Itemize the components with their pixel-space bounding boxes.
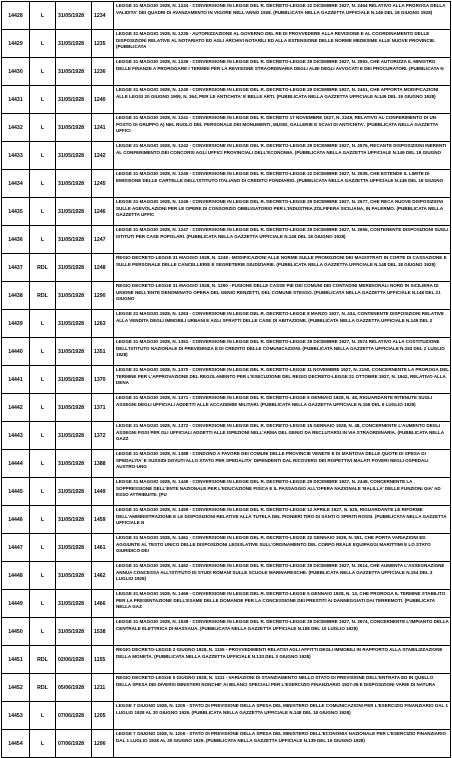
record-number-cell bbox=[2, 86, 30, 114]
record-number: 14445 bbox=[8, 488, 23, 495]
record-number: 14442 bbox=[8, 404, 23, 411]
act-number: 1246 bbox=[94, 208, 106, 215]
act-date-cell bbox=[56, 30, 92, 58]
act-type: L bbox=[40, 348, 45, 355]
record-number-cell bbox=[2, 674, 30, 702]
act-date: 31/05/1928 bbox=[58, 516, 84, 523]
act-description: LEGGE 31 MAGGIO 1928, N. 1263 - CONVERSIONE IN LEGGE DEL R. DECRETO-LEGGE 8 MARZO 1927, N. 434, CONTENENTE DISPOSIZIONI RELATIVE ALLA VENDITA DEGLI IMMOBILI URBANI E AGLI SFRATTI DELLE CASE DI ABITAZIONE. (PUBBLICATA NELLA GAZZETTA UFFICIALE N.149 DEL 2 bbox=[116, 311, 444, 323]
act-number: 1459 bbox=[94, 516, 106, 523]
act-type: RDL bbox=[37, 684, 48, 691]
act-type-cell bbox=[30, 562, 56, 590]
act-number: 1206 bbox=[94, 740, 106, 747]
table-row bbox=[2, 478, 451, 506]
act-date: 31/05/1928 bbox=[58, 572, 84, 579]
act-description: LEGGE 31 MAGGIO 1928, N. 1538 - CONVERSIONE IN LEGGE DEL R. DECRETO-LEGGE 29 DICEMBRE 1927, N. 2674, CONCERNENTE L'IMPIANTO DELLA CENTRALE ELETTRICA DI MASSAUA. (PUBBLICATA NELLA GAZZETTA UFFICIALE N.158 DEL 10 LUGLIO 1928) bbox=[116, 619, 449, 631]
act-description-cell bbox=[114, 422, 451, 450]
act-type: L bbox=[40, 208, 45, 215]
record-number-cell bbox=[2, 534, 30, 562]
record-number: 14434 bbox=[8, 180, 23, 187]
record-number-cell bbox=[2, 478, 30, 506]
act-description-cell bbox=[114, 450, 451, 478]
record-number-cell bbox=[2, 506, 30, 534]
act-type-cell bbox=[30, 142, 56, 170]
act-description: LEGGE 31 MAGGIO 1928, N. 1466 - CONVERSIONE IN LEGGE DEL R. DECRETO-LEGGE 5 GENNAIO 1928, N. 13, CHE PROROGA IL TERMINE STABILITO PER LA PRESENTAZIONE DELL'ESAME DELLE DOMANDE PER LA CONCESSIONE DEI PRESTITI AI DANNEGGIATI DAI TERREMOTI. (PUBBLICATA NELLA GAZ bbox=[116, 591, 446, 610]
act-number-cell bbox=[92, 394, 114, 422]
table-row bbox=[2, 2, 451, 30]
act-date: 31/05/1928 bbox=[58, 432, 84, 439]
act-type-cell bbox=[30, 30, 56, 58]
act-number: 1538 bbox=[94, 628, 106, 635]
act-number-cell bbox=[92, 674, 114, 702]
act-number-cell bbox=[92, 646, 114, 674]
act-number: 1449 bbox=[94, 488, 106, 495]
act-description-cell bbox=[114, 170, 451, 198]
act-number: 1247 bbox=[94, 236, 106, 243]
act-type: L bbox=[40, 68, 45, 75]
act-type-cell bbox=[30, 282, 56, 310]
act-type-cell bbox=[30, 198, 56, 226]
act-number-cell bbox=[92, 590, 114, 618]
act-description-cell bbox=[114, 282, 451, 310]
act-type-cell bbox=[30, 590, 56, 618]
table-row bbox=[2, 562, 451, 590]
record-number: 14448 bbox=[8, 572, 23, 579]
record-number-cell bbox=[2, 590, 30, 618]
act-date-cell bbox=[56, 562, 92, 590]
act-type-cell bbox=[30, 114, 56, 142]
act-description: LEGGE 31 MAGGIO 1928, N. 1245 - CONVERSIONE IN LEGGE DEL R. DECRETO-LEGGE 22 DICEMBRE 1927, N. 2535, CHE ESTENDE IL LIMITE DI EMISSIONE DELLE CARTELLE DELL'ISTITUTO ITALIANO DI CREDITO FONDIARIO. (PUBBLICATA NELLA GAZZETTA UFFICIALE N.148 DEL 18 GIUGNO bbox=[116, 171, 444, 183]
table-row bbox=[2, 254, 451, 282]
table-row bbox=[2, 450, 451, 478]
record-number-cell bbox=[2, 366, 30, 394]
act-number-cell bbox=[92, 142, 114, 170]
act-type: L bbox=[40, 460, 45, 467]
record-number-cell bbox=[2, 394, 30, 422]
act-number: 1155 bbox=[94, 656, 106, 663]
act-type: L bbox=[40, 628, 45, 635]
act-number-cell bbox=[92, 562, 114, 590]
act-type-cell bbox=[30, 58, 56, 86]
act-number: 1245 bbox=[94, 180, 106, 187]
act-number-cell bbox=[92, 86, 114, 114]
act-type-cell bbox=[30, 618, 56, 646]
record-number: 14428 bbox=[8, 12, 23, 19]
act-date: 31/05/1928 bbox=[58, 320, 84, 327]
act-number: 1205 bbox=[94, 712, 106, 719]
record-number-cell bbox=[2, 450, 30, 478]
act-type-cell bbox=[30, 338, 56, 366]
act-type: L bbox=[40, 600, 45, 607]
act-number-cell bbox=[92, 30, 114, 58]
act-number: 1211 bbox=[94, 684, 106, 691]
act-type-cell bbox=[30, 366, 56, 394]
record-number-cell bbox=[2, 618, 30, 646]
act-number: 1240 bbox=[94, 96, 106, 103]
act-type-cell bbox=[30, 646, 56, 674]
act-date-cell bbox=[56, 478, 92, 506]
act-type-cell bbox=[30, 702, 56, 730]
act-description: LEGGE 31 MAGGIO 1928, N. 1247 - CONVERSIONE IN LEGGE DEL R. DECRETO-LEGGE 29 DICEMBRE 1927, N. 2655, CONTENENTE DISPOSIZIONI SUGLI ISTITUTI PER CASE POPOLARI. (PUBBLICATA NELLA GAZZETTA UFFICIALE N.148 DEL 18 GIUGNO 1928) bbox=[116, 227, 449, 239]
act-type-cell bbox=[30, 674, 56, 702]
act-description-cell bbox=[114, 562, 451, 590]
record-number-cell bbox=[2, 646, 30, 674]
table-row bbox=[2, 30, 451, 58]
record-number-cell bbox=[2, 254, 30, 282]
act-date-cell bbox=[56, 646, 92, 674]
act-number-cell bbox=[92, 114, 114, 142]
act-description-cell bbox=[114, 2, 451, 30]
act-type: L bbox=[40, 40, 45, 47]
act-date: 31/05/1928 bbox=[58, 544, 84, 551]
record-number-cell bbox=[2, 2, 30, 30]
act-date-cell bbox=[56, 198, 92, 226]
table-row bbox=[2, 58, 451, 86]
act-number: 1290 bbox=[94, 292, 106, 299]
act-description-cell bbox=[114, 506, 451, 534]
act-description: REGIO DECRETO-LEGGE 31 MAGGIO 1928, N. 1248 - MODIFICAZIONI ALLE NORME SULLE PROMOZIONI DEI MAGISTRATI IN CORTE DI CASSAZIONE E SULLE PERSONALE DELLE CANCELLERIE E SEGRETERIE GIUDIZIARIE. (PUBBLICATA NELLA GAZZETTA UFFICIALE N.148 DEL 18 GIUGNO 1928) bbox=[116, 255, 447, 267]
act-type: L bbox=[40, 152, 45, 159]
act-date-cell bbox=[56, 506, 92, 534]
act-date: 31/05/1928 bbox=[58, 152, 84, 159]
act-number-cell bbox=[92, 534, 114, 562]
act-number: 1388 bbox=[94, 460, 106, 467]
act-type: L bbox=[40, 96, 45, 103]
act-description: LEGGE 7 GIUGNO 1928, N. 1206 - STATO DI PREVISIONE DELLA SPESA DEL MINISTERO DELL'ECONOMIA NAZIONALE PER L'ESERCIZIO FINANZIARIO DAL 1 LUGLIO 1928 AL 30 GIUGNO 1929. (PUBBLICATA NELLA GAZZETTA UFFICIALE N.139 DEL 15 GIUGNO 1928) bbox=[116, 731, 447, 743]
act-description: LEGGE 31 MAGGIO 1928, N. 1236 - CONVERSIONE IN LEGGE DEL R. DECRETO-LEGGE 29 DICEMBRE 1927, N. 2593, CHE AUTORIZZA IL MINISTRO DELLE FINANZE A PROROGARE I TERMINI PER LA REVISIONE STRAORDINARIA DEGLI ALBI DEGLI AVVOCATI E DEI PROCURATORI. (PUBBLICATA N bbox=[116, 59, 444, 71]
table-row bbox=[2, 366, 451, 394]
act-number-cell bbox=[92, 422, 114, 450]
act-date: 31/05/1928 bbox=[58, 628, 84, 635]
act-description: LEGGE 31 MAGGIO 1928, N. 1235 - AUTORIZZAZIONE AL GOVERNO DEL RE DI PROVVEDERE ALLA REVISIONE E AL COORDINAMENTO DELLE DISPOSIZIONI RELATIVE AL NOTARIATO ED AGLI ARCHIVI NOTARILI ED ALLA ESTENSIONE DELLE NORME MEDESIME ALLE NUOVE PROVINCIE. (PUBBLICATA bbox=[116, 31, 436, 50]
act-description: LEGGE 31 MAGGIO 1928, N. 1462 - CONVERSIONE IN LEGGE DEL R. DECRETO-LEGGE 29 DICEMBRE 1927, N. 2614, CHE AUMENTA L'ASSEGNAZIONE ANNUA CONCESSA ALL'ISTITUTO DI STUDI ROMANI SULLE SCUOLE MARINARESCHE. (PUBBLICATA NELLA GAZZETTA UFFICIALE N.154 DEL 3 LUGLIO 1928) bbox=[116, 563, 445, 582]
act-date: 31/05/1928 bbox=[58, 376, 84, 383]
act-number: 1461 bbox=[94, 544, 106, 551]
act-number-cell bbox=[92, 506, 114, 534]
act-description: LEGGE 31 MAGGIO 1928, N. 1240 - CONVERSIONE IN LEGGE DEL R. DECRETO-LEGGE 29 DICEMBRE 1927, N. 2461, CHE APPORTA MODIFICAZIONI ALLE LEGGI 20 GIUGNO 1909, N. 364, PER LE ANTICHITA' E BELLE ARTI. (PUBBLICATA NELLA GAZZETTA UFFICIALE N.149 DEL 19 GIUGNO 1928) bbox=[116, 87, 439, 99]
act-description-cell bbox=[114, 534, 451, 562]
act-date-cell bbox=[56, 618, 92, 646]
act-description-cell bbox=[114, 226, 451, 254]
record-number: 14453 bbox=[8, 712, 23, 719]
act-description-cell bbox=[114, 30, 451, 58]
act-type-cell bbox=[30, 534, 56, 562]
act-number-cell bbox=[92, 450, 114, 478]
table-row bbox=[2, 730, 451, 758]
record-number: 14452 bbox=[8, 684, 23, 691]
laws-table-body bbox=[2, 2, 451, 758]
act-date-cell bbox=[56, 366, 92, 394]
record-number-cell bbox=[2, 170, 30, 198]
act-number: 1248 bbox=[94, 264, 106, 271]
act-description: LEGGE 31 MAGGIO 1928, N. 1241 - CONVERSIONE IN LEGGE DEL R. DECRETO 17 NOVEMBRE 1927, N. 2249, RELATIVO AL CONFERIMENTO DI UN POSTO DI GRUPPO A) NEL RUOLO DEL PERSONALE DEI MONUMENTI, MUSEI, GALLERIE E SCAVI DI ANTICHITA'. (PUBBLICATA NELLA GAZZETTA UFFICI bbox=[116, 115, 439, 134]
record-number: 14432 bbox=[8, 124, 23, 131]
act-description-cell bbox=[114, 86, 451, 114]
act-type-cell bbox=[30, 478, 56, 506]
act-description: LEGGE 31 MAGGIO 1928, N. 1371 - CONVERSIONE IN LEGGE DEL R. DECRETO-LEGGE 5 GENNAIO 1928, N. 48, RIGUARDANTE RITENUTE SUGLI ASSEGNI DEGLI UFFICIALI ADDETTI ALLE ACCADEMIE MILITARI. (PUBBLICATA NELLA GAZZETTA UFFICIALE N.159 DEL 6 LUGLIO 1928) bbox=[116, 395, 433, 407]
act-type: L bbox=[40, 236, 45, 243]
table-row bbox=[2, 114, 451, 142]
act-date-cell bbox=[56, 534, 92, 562]
act-type: L bbox=[40, 180, 45, 187]
act-description-cell bbox=[114, 590, 451, 618]
act-number-cell bbox=[92, 198, 114, 226]
act-date-cell bbox=[56, 114, 92, 142]
act-date: 31/05/1928 bbox=[58, 264, 84, 271]
record-number: 14433 bbox=[8, 152, 23, 159]
act-number-cell bbox=[92, 310, 114, 338]
act-type: L bbox=[40, 516, 45, 523]
act-number: 1242 bbox=[94, 152, 106, 159]
act-number-cell bbox=[92, 478, 114, 506]
table-row bbox=[2, 170, 451, 198]
act-description: LEGGE 31 MAGGIO 1928, N. 1242 - CONVERSIONE IN LEGGE DEL R. DECRETO-LEGGE 29 DICEMBRE 1927, N. 2575, RECANTE DISPOSIZIONI INERENTI AL CONFERIMENTO DEI CONCORSI AGLI UFFICI PROVINCIALI DELL'ECONOMIA. (PUBBLICATA NELLA GAZZETTA UFFICIALE N.149 DEL 19 GIUGNO bbox=[116, 143, 447, 155]
act-date-cell bbox=[56, 86, 92, 114]
act-type: L bbox=[40, 404, 45, 411]
record-number: 14429 bbox=[8, 40, 23, 47]
act-type: L bbox=[40, 432, 45, 439]
act-date: 31/05/1928 bbox=[58, 124, 84, 131]
record-number-cell bbox=[2, 730, 30, 758]
act-number: 1263 bbox=[94, 320, 106, 327]
act-type: L bbox=[40, 544, 45, 551]
table-row bbox=[2, 506, 451, 534]
act-description-cell bbox=[114, 618, 451, 646]
act-description-cell bbox=[114, 478, 451, 506]
record-number-cell bbox=[2, 338, 30, 366]
act-type-cell bbox=[30, 422, 56, 450]
act-description-cell bbox=[114, 254, 451, 282]
act-description-cell bbox=[114, 142, 451, 170]
table-row bbox=[2, 282, 451, 310]
record-number: 14444 bbox=[8, 460, 23, 467]
act-date-cell bbox=[56, 702, 92, 730]
act-date-cell bbox=[56, 2, 92, 30]
act-date-cell bbox=[56, 590, 92, 618]
act-date-cell bbox=[56, 254, 92, 282]
act-date: 31/05/1928 bbox=[58, 236, 84, 243]
act-type: L bbox=[40, 712, 45, 719]
act-date: 31/05/1928 bbox=[58, 12, 84, 19]
act-description-cell bbox=[114, 198, 451, 226]
act-number-cell bbox=[92, 170, 114, 198]
act-type-cell bbox=[30, 170, 56, 198]
record-number-cell bbox=[2, 310, 30, 338]
act-number: 1241 bbox=[94, 124, 106, 131]
act-description: REGIO DECRETO-LEGGE 31 MAGGIO 1928, N. 1290 - FUSIONE DELLE CASSE PIE DEI COMUNI DEI CONTADINI MERIDIONALI NORD IN SICILIERA DI UNIONE NELL'ENTE DENOMINATO OPERA DEL GENIO RENZETTI, DEL COMUNE STESSO. (PUBBLICATA NELLA GAZZETTA UFFICIALE N.148 DEL 21 GIUGNO bbox=[116, 283, 441, 302]
act-type-cell bbox=[30, 394, 56, 422]
act-date-cell bbox=[56, 170, 92, 198]
act-date: 02/06/1928 bbox=[58, 656, 84, 663]
act-date-cell bbox=[56, 338, 92, 366]
act-description: LEGGE 7 GIUGNO 1928, N. 1205 - STATO DI PREVISIONE DELLA SPESA DEL MINISTERO DELLE COMUNICAZIONI PER L'ESERCIZIO FINANZIARIO DAL 1 LUGLIO 1928 AL 30 GIUGNO 1929. (PUBBLICATA NELLA GAZZETTA UFFICIALE N.148 DEL 18 GIUGNO 1928) bbox=[116, 703, 449, 715]
act-date-cell bbox=[56, 58, 92, 86]
act-type: RDL bbox=[37, 292, 48, 299]
act-description-cell bbox=[114, 58, 451, 86]
act-date-cell bbox=[56, 310, 92, 338]
act-date: 07/06/1928 bbox=[58, 740, 84, 747]
act-type: L bbox=[40, 320, 45, 327]
act-date: 31/05/1928 bbox=[58, 40, 84, 47]
act-date: 31/05/1928 bbox=[58, 68, 84, 75]
act-number-cell bbox=[92, 254, 114, 282]
table-row bbox=[2, 142, 451, 170]
record-number: 14430 bbox=[8, 68, 23, 75]
table-row bbox=[2, 646, 451, 674]
act-date-cell bbox=[56, 394, 92, 422]
record-number: 14435 bbox=[8, 208, 23, 215]
act-number: 1462 bbox=[94, 572, 106, 579]
act-number: 1372 bbox=[94, 432, 106, 439]
laws-table bbox=[1, 1, 451, 758]
table-row bbox=[2, 86, 451, 114]
act-description-cell bbox=[114, 338, 451, 366]
table-row bbox=[2, 198, 451, 226]
act-number: 1370 bbox=[94, 376, 106, 383]
act-date: 31/05/1928 bbox=[58, 348, 84, 355]
record-number-cell bbox=[2, 30, 30, 58]
act-type: L bbox=[40, 740, 45, 747]
act-date: 07/06/1928 bbox=[58, 712, 84, 719]
act-type-cell bbox=[30, 2, 56, 30]
record-number-cell bbox=[2, 198, 30, 226]
act-description: LEGGE 31 MAGGIO 1928, N. 1372 - CONVERSIONE IN LEGGE DEL R. DECRETO-LEGGE 15 GENNAIO 1928, N. 48, CONCERNENTE L'AUMENTO DEGLI ASSEGNI FISSI PER GLI UFFICIALI ADDETTI ALLE ISPEZIONI NELL'ARMA DEL GENIO DA RECLUTARSI IN VIA STRAORDINARIA. (PUBBLICATA NELLA GAZZ bbox=[116, 423, 444, 442]
act-description: REGIO DECRETO-LEGGE 2 GIUGNO 1928, N. 1155 - PROVVEDIMENTI RELATIVI AGLI AFFITTI DEGLI IMMOBILI IN RAPPORTO ALLA STABILIZZAZIONE DELLA MONETA. (PUBBLICATA NELLA GAZZETTA UFFICIALE N.133 DEL 3 GIUGNO 1928) bbox=[116, 647, 443, 659]
record-number-cell bbox=[2, 114, 30, 142]
act-description: LEGGE 31 MAGGIO 1928, N. 1351 - CONVERSIONE IN LEGGE DEL R. DECRETO-LEGGE 29 DICEMBRE 1927, N. 2574 RELATIVO ALLA COSTITUZIONE DELL'ISTITUTO NAZIONALE DI PREVIDENZA E DI CREDITO DELLE COMUNICAZIONI. (PUBBLICATA NELLA GAZZETTA UFFICIALE N.153 DEL 2 LUGLIO 1928) bbox=[116, 339, 445, 358]
record-number-cell bbox=[2, 422, 30, 450]
act-date-cell bbox=[56, 674, 92, 702]
record-number-cell bbox=[2, 142, 30, 170]
act-description: LEGGE 31 MAGGIO 1928, N. 1246 - CONVERSIONE IN LEGGE DEL R. DECRETO-LEGGE 29 DICEMBRE 1927, N. 2677, CHE RECA NUOVE DISPOSIZIONI SULLE AGEVOLAZIONI PER LE OPERE DI CONSORZIO OBBLIGATORIO PER L'INDUSTRIA ZOLFIFERA SICILIANA, IN PALERMO. (PUBBLICATA NELLA GAZZETTA UFFIC bbox=[116, 199, 443, 218]
act-description: REGIO DECRETO-LEGGE 5 GIUGNO 1928, N. 1211 - VARIAZIONI DI STANZIAMENTO NELLO STATO DI PREVISIONE DELL'ENTRATA ED IN QUELLO DELLA SPESA DEI DIVERSI MINISTERI NONCHE' AI BILANCI SPECIALI PER L'ESERCIZIO FINANZIARIO 1927-28 E DISPOSIZIONI VARIE DI NATURA bbox=[116, 675, 436, 687]
act-number-cell bbox=[92, 730, 114, 758]
act-description: LEGGE 31 MAGGIO 1928, N. 1388 - CONDONO A FAVORE DEI COMUNI DELLE PROVINCIE VENETE E DI MANTOVA DELLE QUOTE DI SPESA DI SPEDALITA' E SUSSIDI DOVUTI ALLO STATO PER SPEDALITA' DIPENDENTI DAL RICOVERO DEI RISPETTIVI MALATI POVERI NEGLI OSPEDALI AUSTRO-UNG bbox=[116, 451, 429, 470]
record-number: 14454 bbox=[8, 740, 23, 747]
act-number-cell bbox=[92, 58, 114, 86]
act-date: 31/05/1928 bbox=[58, 208, 84, 215]
act-number: 1236 bbox=[94, 68, 106, 75]
record-number-cell bbox=[2, 702, 30, 730]
act-date: 31/05/1928 bbox=[58, 404, 84, 411]
record-number: 14437 bbox=[8, 264, 23, 271]
record-number: 14436 bbox=[8, 236, 23, 243]
act-date: 31/05/1928 bbox=[58, 96, 84, 103]
act-date: 31/05/1928 bbox=[58, 460, 84, 467]
record-number: 14440 bbox=[8, 348, 23, 355]
act-date: 31/05/1928 bbox=[58, 488, 84, 495]
record-number: 14438 bbox=[8, 292, 23, 299]
record-number: 14431 bbox=[8, 96, 23, 103]
act-type-cell bbox=[30, 506, 56, 534]
act-date: 31/05/1928 bbox=[58, 600, 84, 607]
act-type-cell bbox=[30, 86, 56, 114]
act-date-cell bbox=[56, 282, 92, 310]
act-date: 31/05/1928 bbox=[58, 180, 84, 187]
act-number-cell bbox=[92, 702, 114, 730]
act-number-cell bbox=[92, 366, 114, 394]
record-number: 14441 bbox=[8, 376, 23, 383]
act-number-cell bbox=[92, 226, 114, 254]
table-row bbox=[2, 534, 451, 562]
act-number: 1235 bbox=[94, 40, 106, 47]
act-description: LEGGE 31 MAGGIO 1928, N. 1234 - CONVERSIONE IN LEGGE DEL R. DECRETO-LEGGE 22 DICEMBRE 1927, N. 2464 RELATIVO ALLA PROROGA DELLA VALIDITA' DEI QUADRI DI AVANZAMENTO IN VIGORE NELL'ANNO 1928. (PUBBLICATA NELLA GAZZETTA UFFICIALE N.148 DEL 18 GIUGNO 1928) bbox=[116, 3, 446, 15]
act-date-cell bbox=[56, 422, 92, 450]
act-type: L bbox=[40, 12, 45, 19]
act-description: LEGGE 31 MAGGIO 1928, N. 1461 - CONVERSIONE IN LEGGE DEL R. DECRETO-LEGGE 22 GENNAIO 1928, N. 551, CHE PORTA VARIAZIONI ED AGGIUNTE AL TESTO UNICO DELLE DISPOSIZIONI LEGISLATIVE SULL'ORDINAMENTO DEL CORPO REALE EQUIPAGGI MARITTIMI E LO STATO GIURIDICO DEI bbox=[116, 535, 431, 554]
act-type: RDL bbox=[37, 656, 48, 663]
act-description-cell bbox=[114, 394, 451, 422]
act-type: L bbox=[40, 376, 45, 383]
act-number-cell bbox=[92, 2, 114, 30]
act-date-cell bbox=[56, 142, 92, 170]
table-row bbox=[2, 674, 451, 702]
act-description-cell bbox=[114, 366, 451, 394]
act-date-cell bbox=[56, 450, 92, 478]
act-type-cell bbox=[30, 450, 56, 478]
act-date-cell bbox=[56, 226, 92, 254]
act-date-cell bbox=[56, 730, 92, 758]
act-number-cell bbox=[92, 618, 114, 646]
table-row bbox=[2, 394, 451, 422]
record-number: 14443 bbox=[8, 432, 23, 439]
table-row bbox=[2, 226, 451, 254]
record-number: 14451 bbox=[8, 656, 23, 663]
act-date: 05/06/1928 bbox=[58, 684, 84, 691]
act-type-cell bbox=[30, 310, 56, 338]
act-type-cell bbox=[30, 730, 56, 758]
act-description: LEGGE 31 MAGGIO 1928, N. 1459 - CONVERSIONE IN LEGGE DEL R. DECRETO-LEGGE 12 APRILE 1927, N. 625, RIGUARDANTE LE RIFORME DELL'AMMINISTRAZIONE E LE DISPOSIZIONI RELATIVE ALLA TUTELA DEL PIONIERI TIRO DI SANTI O SPIRITI ROSSI. (PUBBLICATA NELLA GAZZETTA UFFICIALE N bbox=[116, 507, 447, 526]
record-number-cell bbox=[2, 226, 30, 254]
record-number: 14449 bbox=[8, 600, 23, 607]
act-type: L bbox=[40, 572, 45, 579]
table-row bbox=[2, 422, 451, 450]
act-description-cell bbox=[114, 674, 451, 702]
table-row bbox=[2, 702, 451, 730]
act-date: 31/05/1928 bbox=[58, 292, 84, 299]
record-number: 14439 bbox=[8, 320, 23, 327]
record-number: 14447 bbox=[8, 544, 23, 551]
act-type: L bbox=[40, 124, 45, 131]
act-description: LEGGE 31 MAGGIO 1928, N. 1449 - CONVERSIONE IN LEGGE DEL R. DECRETO-LEGGE 29 DICEMBRE 1927, N. 2449, CONCERNENTE LA SOPPRESSIONE DELL'ENTE NAZIONALE PER L'EDUCAZIONE FISICA E IL PASSAGGIO ALL'OPERA NAZIONALE 'BALILLA' DELLE FUNZIONI GIA' AD ESSO ATTRIBUITE. (PU bbox=[116, 479, 441, 498]
act-number: 1351 bbox=[94, 348, 106, 355]
table-row bbox=[2, 618, 451, 646]
act-number: 1234 bbox=[94, 12, 106, 19]
record-number: 14450 bbox=[8, 628, 23, 635]
table-row bbox=[2, 338, 451, 366]
act-type-cell bbox=[30, 254, 56, 282]
act-type-cell bbox=[30, 226, 56, 254]
act-number-cell bbox=[92, 282, 114, 310]
act-description-cell bbox=[114, 310, 451, 338]
act-description: LEGGE 31 MAGGIO 1928, N. 1370 - CONVERSIONE IN LEGGE DEL R. DECRETO-LEGGE 11 NOVEMBRE 1927, N. 2150, CONCERNENTE LA PROROGA DEL TERMINE PER L'APPROVAZIONE DEL REGOLAMENTO PER L'ESECUZIONE DEL REGIO DECRETO-LEGGE 21 OTTOBRE 1927, N. 1942, RELATIVO ALLA DENA bbox=[116, 367, 449, 386]
act-description-cell bbox=[114, 702, 451, 730]
act-type: L bbox=[40, 488, 45, 495]
act-description-cell bbox=[114, 646, 451, 674]
table-row bbox=[2, 590, 451, 618]
record-number-cell bbox=[2, 58, 30, 86]
act-number-cell bbox=[92, 338, 114, 366]
record-number: 14446 bbox=[8, 516, 23, 523]
act-description-cell bbox=[114, 730, 451, 758]
record-number-cell bbox=[2, 562, 30, 590]
record-number-cell bbox=[2, 282, 30, 310]
act-number: 1371 bbox=[94, 404, 106, 411]
act-description-cell bbox=[114, 114, 451, 142]
table-row bbox=[2, 310, 451, 338]
act-number: 1466 bbox=[94, 600, 106, 607]
act-type: RDL bbox=[37, 264, 48, 271]
